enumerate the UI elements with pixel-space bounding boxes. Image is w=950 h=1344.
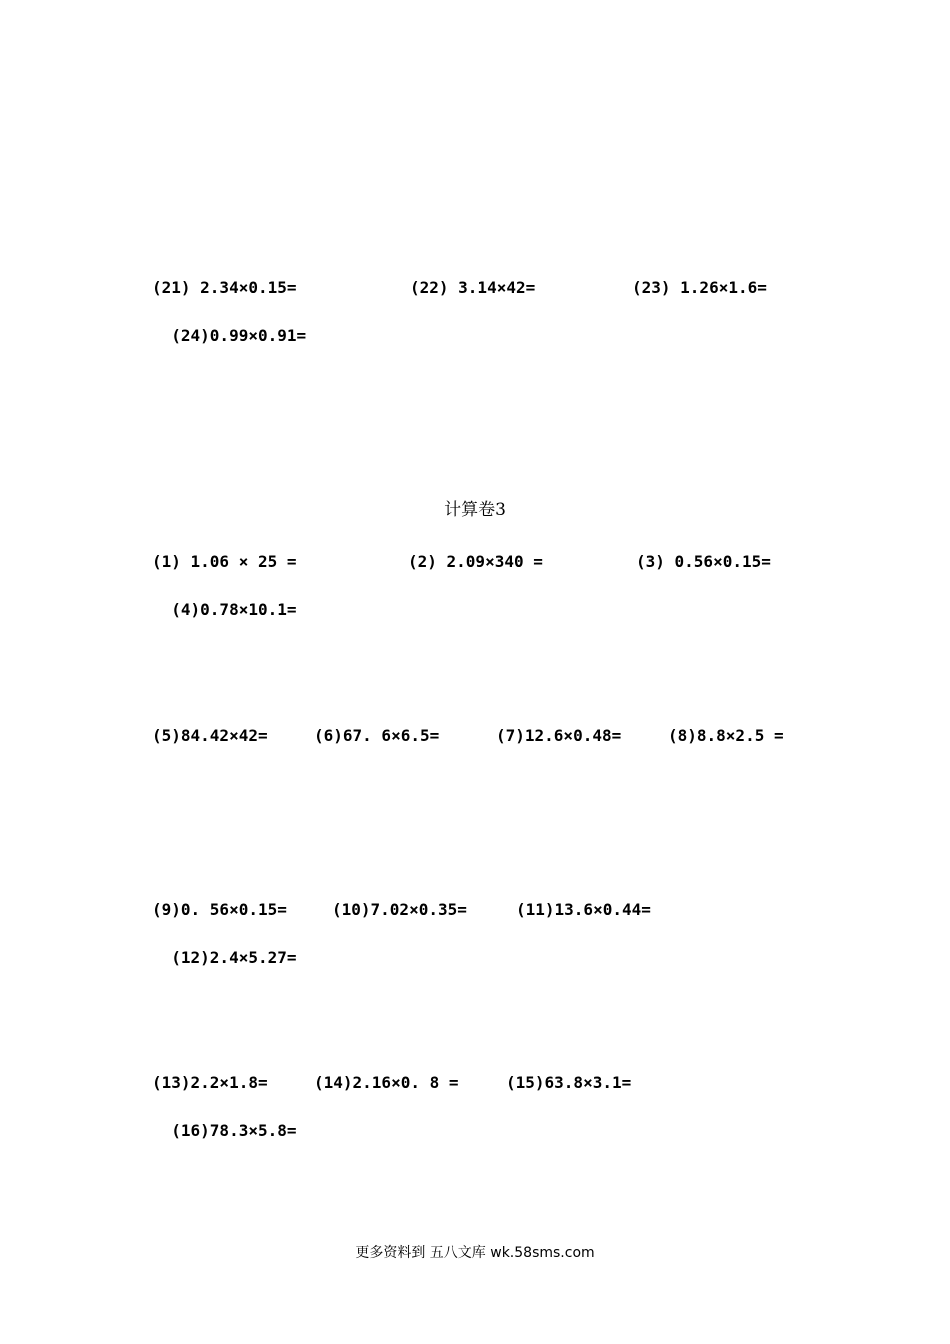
problem-1: (1) 1.06 × 25 = [152, 552, 297, 571]
problem-row-13-15 [152, 1071, 632, 1095]
problem-21: (21) 2.34×0.15= [152, 278, 297, 297]
problem-13: (13)2.2×1.8= [152, 1073, 268, 1092]
problem-6: (6)67. 6×6.5= [314, 726, 440, 745]
footer-link-text: 更多资料到 五八文库 wk.58sms.com [355, 1245, 595, 1261]
problem-4: (4)0.78×10.1= [171, 600, 297, 619]
worksheet-title: 计算卷3 [444, 500, 506, 520]
problem-3: (3) 0.56×0.15= [636, 552, 771, 571]
problem-row-24 [152, 300, 307, 345]
problem-row-12 [152, 922, 297, 967]
problem-15: (15)63.8×3.1= [506, 1073, 632, 1092]
problem-10: (10)7.02×0.35= [332, 900, 467, 919]
problem-24: (24)0.99×0.91= [171, 326, 307, 345]
problem-8: (8)8.8×2.5 = [668, 726, 784, 745]
problem-16: (16)78.3×5.8= [171, 1121, 297, 1140]
problem-row-1-3 [152, 550, 771, 574]
problem-11: (11)13.6×0.44= [516, 900, 651, 919]
problem-9: (9)0. 56×0.15= [152, 900, 287, 919]
problem-23: (23) 1.26×1.6= [632, 278, 767, 297]
problem-row-21-23 [152, 276, 767, 300]
problem-7: (7)12.6×0.48= [496, 726, 622, 745]
problem-2: (2) 2.09×340 = [408, 552, 543, 571]
problem-row-5-8 [152, 724, 784, 748]
problem-5: (5)84.42×42= [152, 726, 268, 745]
problem-22: (22) 3.14×42= [410, 278, 536, 297]
problem-14: (14)2.16×0. 8 = [314, 1073, 459, 1092]
problem-row-16 [152, 1095, 297, 1140]
problem-12: (12)2.4×5.27= [171, 948, 297, 967]
problem-row-4 [152, 574, 297, 619]
problem-row-9-11 [152, 898, 651, 922]
